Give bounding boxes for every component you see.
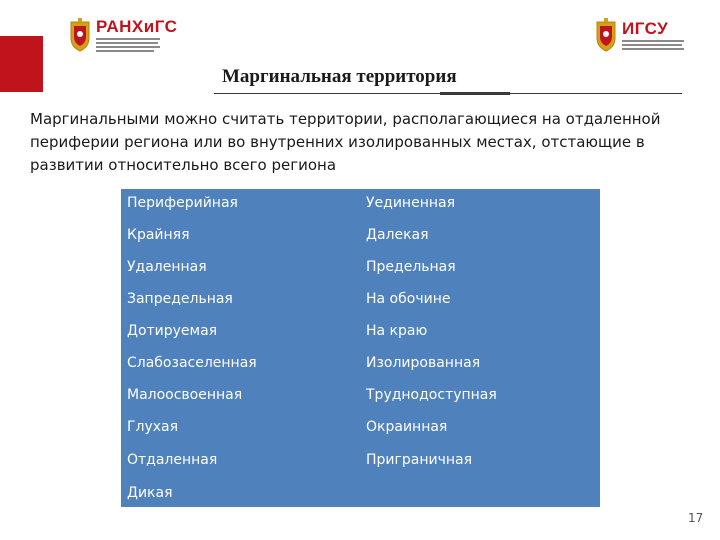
table-cell: Крайняя <box>127 227 190 243</box>
intro-paragraph: Маргинальными можно считать территории, располагающиеся на отдаленной периферии региона или во внутренних изолированных местах, отстающие в развитии относительно всего региона <box>30 110 661 174</box>
title-underline-accent <box>440 92 510 95</box>
table-cell: Приграничная <box>366 452 473 468</box>
ranepa-logo-caption <box>96 38 177 52</box>
table-cell: Слабозаселенная <box>127 355 257 371</box>
table-cell: Далекая <box>366 227 429 243</box>
terms-table <box>121 189 600 507</box>
table-cell: Удаленная <box>127 259 207 275</box>
ranepa-logo <box>68 18 177 52</box>
table-cell: Дикая <box>127 485 173 501</box>
ranepa-logo-name: РАНХиГС <box>96 17 178 36</box>
table-cell: Предельная <box>366 259 456 275</box>
table-cell: Малоосвоенная <box>127 387 243 403</box>
table-cell: Отдаленная <box>127 452 218 468</box>
table-cell: Дотируемая <box>127 323 218 339</box>
table-cell: Периферийная <box>127 195 238 211</box>
page-number: 17 <box>688 511 704 525</box>
slide-title: Маргинальная территория <box>222 66 457 87</box>
coat-of-arms-icon <box>594 18 618 52</box>
table-cell: На краю <box>366 323 428 339</box>
table-cell: Глухая <box>127 419 179 435</box>
red-accent-bar <box>0 36 43 92</box>
table-cell: Окраинная <box>366 419 448 435</box>
table-cell: На обочине <box>366 291 451 307</box>
table-cell: Запредельная <box>127 291 233 307</box>
table-cell: Изолированная <box>366 355 481 371</box>
igsu-logo-caption <box>622 40 684 50</box>
igsu-logo-name: ИГСУ <box>622 19 669 38</box>
igsu-logo <box>594 18 684 52</box>
table-cell: Уединенная <box>366 195 455 211</box>
table-cell: Труднодоступная <box>366 387 497 403</box>
coat-of-arms-icon <box>68 18 92 52</box>
